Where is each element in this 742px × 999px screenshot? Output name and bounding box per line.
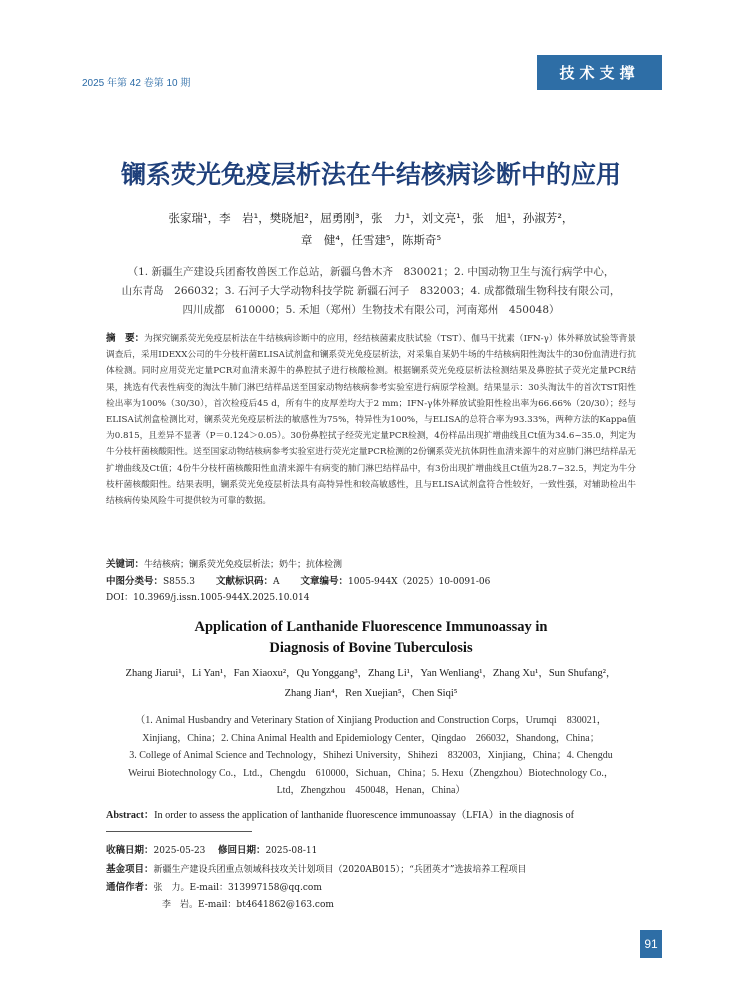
affiliations-cn: [100, 263, 642, 320]
keywords-text: 牛结核病；镧系荧光免疫层析法；奶牛；抗体检测: [144, 560, 343, 570]
article-no-value: 1005-944X（2025）10-0091-06: [348, 577, 491, 587]
affiliation-cn-line: （1. 新疆生产建设兵团畜牧兽医工作总站，新疆乌鲁木齐 830021；2. 中国动物卫生与流行病学中心，: [127, 266, 615, 278]
affiliations-en: [100, 712, 642, 800]
corresponding-row-2: [162, 897, 702, 910]
paper-title-en: [0, 617, 742, 659]
clc-value: S855.3: [163, 577, 195, 587]
abstract-cn: [106, 331, 636, 509]
affiliation-en-line: Ltd，Zhengzhou 450048，Henan，China）: [276, 785, 466, 796]
abstract-en-text: In order to assess the application of lanthanide fluorescence immunoassay（LFIA）in the diagnosis of: [154, 810, 574, 821]
affiliation-en-line: Xinjiang，China；2. China Animal Health and Epidemiology Center，Qingdao 266032，Shandong，China；: [142, 732, 600, 744]
page-number: 91: [640, 930, 662, 958]
revised-label: 修回日期：: [217, 845, 266, 856]
authors-en: [100, 664, 642, 704]
authors-cn-line2: 章 健⁴，任雪建⁵，陈斯奇⁵: [300, 233, 442, 247]
doc-code-value: A: [273, 577, 280, 587]
abstract-en: [106, 806, 642, 821]
dates-row: [106, 842, 646, 856]
authors-en-line2: Zhang Jian⁴，Ren Xuejian⁵，Chen Siqi⁵: [284, 688, 458, 699]
fund-value: 新疆生产建设兵团重点领域科技攻关计划项目（2020AB015）；“兵团英才”选拔培养工程项目: [153, 865, 527, 875]
classification-row: [106, 573, 636, 587]
clc-label: 中图分类号：: [106, 576, 164, 587]
authors-en-line1: Zhang Jiarui¹，Li Yan¹，Fan Xiaoxu²，Qu Yonggang³，Zhang Li¹，Yan Wenliang¹，Zhang Xu¹，Sun Shufang²，: [125, 668, 617, 679]
title-en-line1: Application of Lanthanide Fluorescence Immunoassay in: [194, 619, 548, 635]
keywords-label: 关键词：: [106, 559, 145, 570]
section-tag: 技术支撑: [537, 55, 662, 90]
journal-issue: 2025 年第 42 卷第 10 期: [82, 78, 191, 89]
abstract-cn-text: 为探究镧系荧光免疫层析法在牛结核病诊断中的应用，经结核菌素皮肤试验（TST）、伽马干扰素（IFN-γ）体外释放试验等背景调查后，采用IDEXX公司的牛分枝杆菌ELISA试剂盒和镧系荧光免疫层析法，对采集自某奶牛场的牛结核病阳性淘汰牛的30份血清进行抗体检测。同时应用荧光定量PCR对血清来源牛的鼻腔拭子进行核酸检测。根据镧系荧光免疫层析法检测结果及鼻腔拭子荧光定量PCR结果，挑选有代表性病变的淘汰牛肺门淋巴结样品送至国家动物结核病参考实验室进行病原学检测。结果显示：30头淘汰牛的首次TST阳性检出率为100%（30/30），首次检疫后45 d，所有牛的皮厚差均大于2 mm；IFN-γ体外释放试验阳性检出率为66.66%（20/30）；经与ELISA试剂盒检测比对，镧系荧光免疫层析法的敏感性为75%，特异性为100%，与ELISA的总符合率为93.33%，两种方法的Kappa值为0.815，且差异不显著（P＝0.124＞0.05）。30份鼻腔拭子经荧光定量PCR检测，4份样品出现扩增曲线且Ct值为34.6~35.0，判定为牛分枝杆菌核酸阳性。送至国家动物结核病参考实验室进行荧光定量PCR检测的2份镧系荧光抗体阴性血清来源牛的对应肺门淋巴结样品无扩增曲线及Ct值；4份牛分枝杆菌核酸阳性血清来源牛有病变的肺门淋巴结样品中，有3份出现扩增曲线且Ct值为28.7~32.5，判定为牛分枝杆菌核酸阳性。结果表明，镧系荧光免疫层析法具有高特异性和较高敏感性，且与ELISA试剂盒符合性较好，一致性强，对辅助检出牛结核病传染风险牛可提供较为可靠的数据。: [106, 334, 636, 507]
received-label: 收稿日期：: [106, 845, 154, 856]
abstract-cn-label: 摘 要：: [106, 333, 145, 344]
corresponding-row: [106, 879, 646, 893]
affiliation-en-line: （1. Animal Husbandry and Veterinary Station of Xinjiang Production and Construction Corps，Urumqi 830021，: [135, 715, 607, 726]
corresponding-author-2: 李 岩。E-mail：bt4641862@163.com: [162, 900, 334, 910]
keywords-cn: [106, 556, 636, 570]
corresponding-label: 通信作者：: [106, 882, 154, 893]
corresponding-author-1: 张 力。E-mail：313997158@qq.com: [153, 883, 322, 893]
affiliation-en-line: Weirui Biotechnology Co.，Ltd.，Chengdu 610000，Sichuan，China；5. Hexu（Zhengzhou）Biotechnology Co.，: [128, 767, 614, 779]
paper-title-cn: 镧系荧光免疫层析法在牛结核病诊断中的应用: [120, 160, 621, 189]
fund-row: [106, 861, 646, 875]
authors-cn: [110, 207, 632, 251]
doi: [106, 590, 636, 603]
revised-value: 2025-08-11: [265, 846, 318, 856]
doi-text: DOI：10.3969/j.issn.1005-944X.2025.10.014: [106, 593, 310, 603]
abstract-en-label: Abstract：: [106, 810, 155, 821]
authors-cn-line1: 张家瑞¹，李 岩¹，樊晓旭²，屈勇刚³，张 力¹，刘文亮¹，张 旭¹，孙淑芳²，: [168, 211, 574, 225]
fund-label: 基金项目：: [106, 864, 154, 875]
affiliation-cn-line: 山东青岛 266032；3. 石河子大学动物科技学院 新疆石河子 832003；4. 成都微瑞生物科技有限公司，: [121, 285, 621, 297]
affiliation-cn-line: 四川成都 610000；5. 禾旭（郑州）生物技术有限公司，河南郑州 450048）: [182, 304, 560, 316]
doc-code-label: 文献标识码：: [215, 576, 273, 587]
article-no-label: 文章编号：: [300, 576, 349, 587]
title-en-line2: Diagnosis of Bovine Tuberculosis: [269, 640, 473, 656]
received-value: 2025-05-23: [153, 846, 206, 856]
footnote-divider: [106, 831, 252, 832]
affiliation-en-line: 3. College of Animal Science and Technology，Shihezi University，Shihezi 832003，Xinjiang，China；4. Chengdu: [129, 750, 613, 761]
